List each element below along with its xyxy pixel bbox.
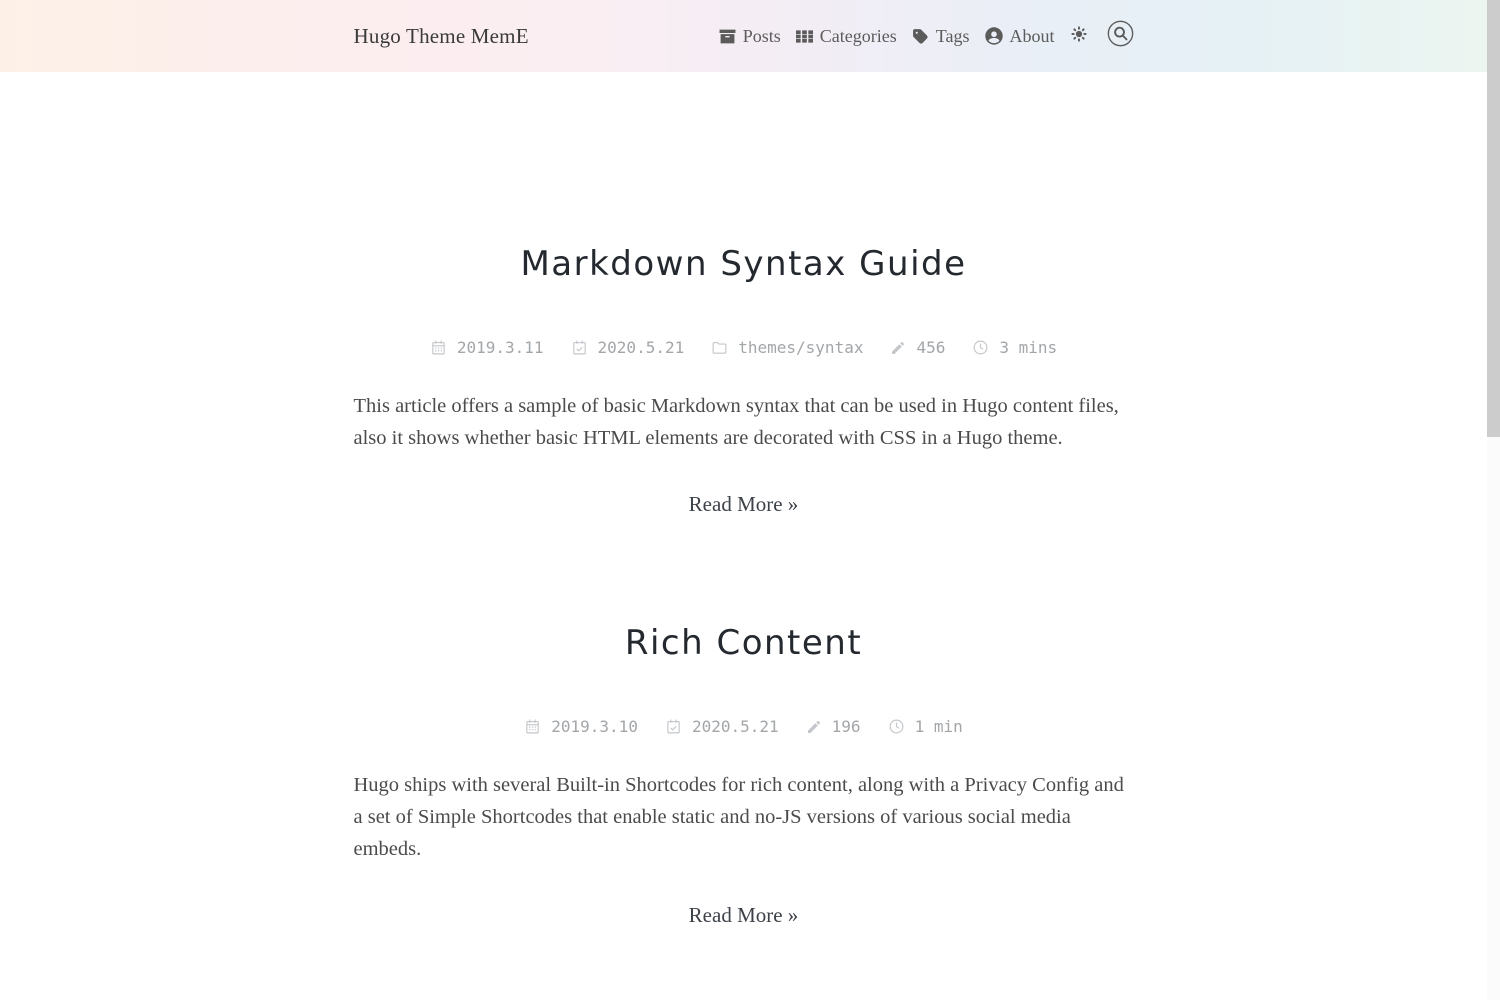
read-more-link[interactable]: Read More »: [688, 492, 799, 516]
post-meta: [354, 717, 1134, 736]
category-text: themes/syntax: [738, 338, 864, 357]
post-summary: This article offers a sample of basic Markdown syntax that can be used in Hugo content files, also it shows whether basic HTML elements are decorated with CSS in a Hugo theme.: [353, 395, 1119, 449]
search-icon: [1107, 20, 1134, 52]
nav-item-about[interactable]: [985, 26, 1055, 47]
calendar-check-icon: [665, 718, 682, 735]
created-date-text: 2019.3.11: [456, 338, 544, 357]
user-circle-icon: [985, 27, 1003, 45]
site-header: [0, 0, 1487, 72]
nav-item-posts[interactable]: [719, 26, 781, 47]
post-card: [354, 244, 1134, 517]
created-date: [524, 717, 638, 736]
post-meta: [354, 338, 1134, 357]
created-date: [430, 338, 544, 357]
tag-icon: [912, 28, 929, 45]
nav-item-label: Categories: [819, 25, 897, 46]
word-count-text: 196: [831, 717, 861, 736]
nav-item-label: About: [1009, 25, 1055, 46]
archive-icon: [719, 28, 736, 45]
calendar-check-icon: [571, 339, 588, 356]
post-title[interactable]: Rich Content: [624, 623, 863, 663]
post-card: [354, 623, 1134, 928]
nav-item-label: Tags: [935, 25, 970, 46]
site-title[interactable]: Hugo Theme MemE: [353, 23, 529, 48]
scrollbar-track[interactable]: [1487, 0, 1500, 1000]
reading-time-text: 3 mins: [999, 338, 1058, 357]
search-button[interactable]: [1107, 20, 1134, 52]
reading-time: [972, 338, 1057, 357]
folder-icon: [711, 339, 728, 356]
pencil-icon: [890, 340, 906, 356]
word-count-text: 456: [916, 338, 946, 357]
updated-date-text: 2020.5.21: [597, 338, 685, 357]
nav-item-categories[interactable]: [796, 26, 897, 47]
post-list: [0, 72, 1487, 928]
created-date-text: 2019.3.10: [551, 717, 638, 736]
post-title[interactable]: Markdown Syntax Guide: [520, 244, 967, 284]
word-count: [890, 338, 945, 357]
calendar-icon: [524, 718, 541, 735]
sun-icon: [1070, 25, 1088, 48]
post-summary: Hugo ships with several Built-in Shortcodes for rich content, along with a Privacy Config and a set of Simple Shortcodes that enable static and no-JS versions of various social media embeds.: [353, 774, 1124, 860]
pencil-icon: [806, 719, 822, 735]
theme-toggle-button[interactable]: [1070, 25, 1088, 48]
nav-item-tags[interactable]: [912, 26, 970, 47]
read-more-link[interactable]: Read More »: [688, 903, 799, 927]
updated-date-text: 2020.5.21: [691, 717, 779, 736]
updated-date: [571, 338, 685, 357]
clock-icon: [972, 339, 989, 356]
word-count: [806, 717, 861, 736]
grid-icon: [796, 28, 813, 45]
main-nav: [719, 20, 1134, 52]
calendar-icon: [430, 339, 447, 356]
clock-icon: [888, 718, 905, 735]
post-category[interactable]: [711, 338, 863, 357]
reading-time-text: 1 min: [914, 717, 963, 736]
updated-date: [665, 717, 779, 736]
nav-item-label: Posts: [742, 25, 781, 46]
scrollbar-thumb[interactable]: [1487, 0, 1500, 437]
reading-time: [888, 717, 963, 736]
